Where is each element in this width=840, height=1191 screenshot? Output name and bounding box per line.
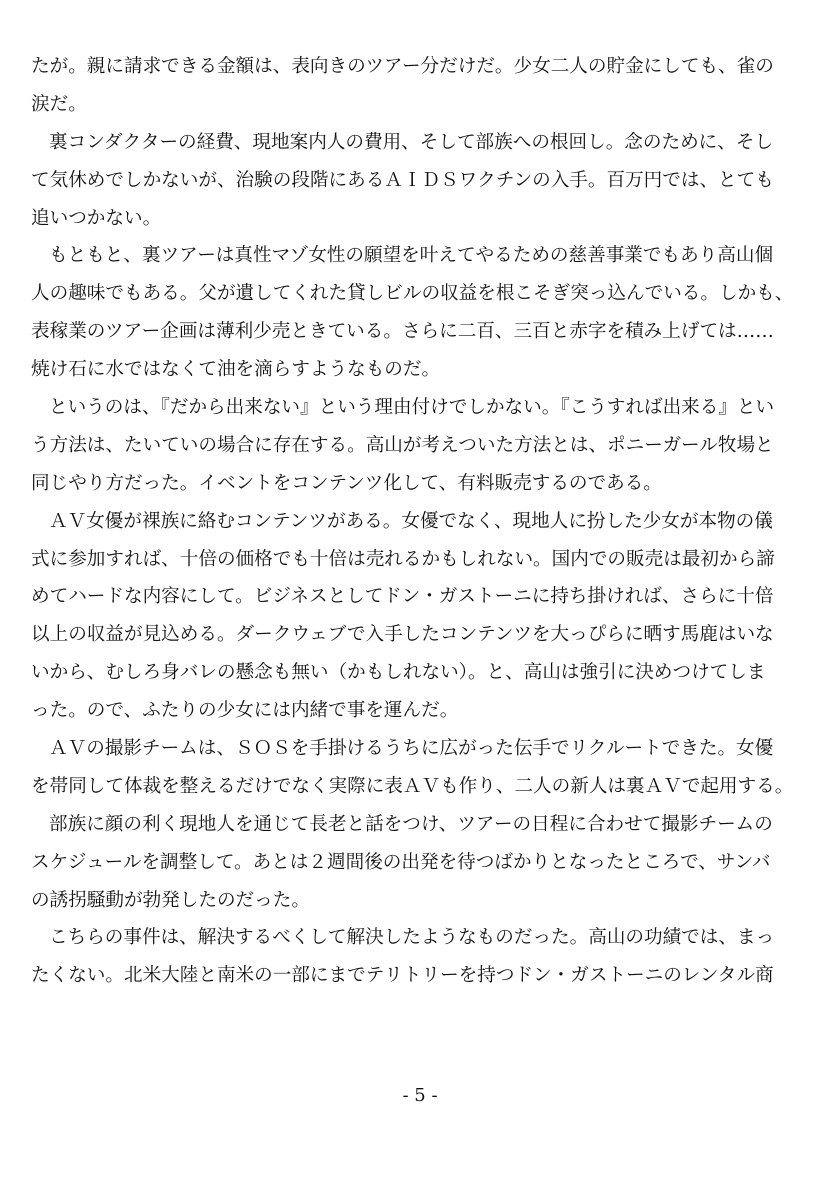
text-line: たが。親に請求できる金額は、表向きのツアー分だけだ。少女二人の貯金にしても、雀の [31, 56, 774, 77]
text-line: ＡＶ女優が裸族に絡むコンテンツがある。女優でなく、現地人に扮した少女が本物の儀 [49, 510, 773, 532]
text-line: う方法は、たいていの場合に存在する。高山が考えついた方法とは、ポニーガール牧場と [31, 434, 774, 456]
text-line: った。ので、ふたりの少女には内緒で事を運んだ。 [31, 700, 459, 722]
text-line: いから、むしろ身バレの懸念も無い（かもしれない）。と、高山は強引に決めつけてしま [31, 662, 766, 684]
page-number: - 5 - [402, 1085, 438, 1106]
text-line: こちらの事件は、解決するべくして解決したようなものだった。高山の功績では、まっ [49, 927, 775, 949]
text-line: て気休めでしかないが、治験の段階にあるＡＩＤＳワクチンの入手。百万円では、とても [31, 169, 774, 191]
text-line: 焼け石に水ではなくて油を滴らすようなものだ。 [31, 359, 441, 381]
text-line: 式に参加すれば、十倍の価格でも十倍は売れるかもしれない。国内での販売は最初から諦 [31, 548, 775, 570]
text-line: もともと、裏ツアーは真性マゾ女性の願望を叶えてやるための慈善事業でもあり高山個 [49, 245, 774, 267]
text-line: 表稼業のツアー企画は薄利少売ときている。さらに二百、三百と赤字を積み上げては…… [31, 321, 774, 343]
text-line: 裏コンダクターの経費、現地案内人の費用、そして部族への根回し。念のために、そし [49, 131, 774, 153]
text-line: の誘拐騒動が勃発したのだった。 [31, 889, 310, 911]
text-line: めてハードな内容にして。ビジネスとしてドン・ガストーニに持ち掛ければ、さらに十倍 [31, 586, 774, 608]
text-line: というのは、『だから出来ない』という理由付けでしかない。『こうすれば出来る』とい [49, 397, 775, 419]
text-line: たくない。北米大陸と南米の一部にまでテリトリーを持つドン・ガストーニのレンタル商 [31, 965, 774, 987]
text-line: 涙だ。 [31, 93, 87, 115]
text-line: 以上の収益が見込める。ダークウェブで入手したコンテンツを大っぴらに晒す馬鹿はいな [31, 624, 774, 646]
text-line: スケジュールを調整して。あとは２週間後の出発を待つばかりとなったところで、サンバ [31, 851, 771, 873]
text-line: 同じやり方だった。イベントをコンテンツ化して、有料販売するのである。 [31, 472, 662, 494]
text-line: 追いつかない。 [31, 207, 162, 229]
text-line: ＡＶの撮影チームは、ＳＯＳを手掛けるうちに広がった伝手でリクルートできた。女優 [49, 738, 774, 760]
text-line: 部族に顔の利く現地人を通じて長老と話をつけ、ツアーの日程に合わせて撮影チームの [49, 813, 773, 835]
text-line: 人の趣味でもある。父が遺してくれた貸しビルの収益を根こそぎ突っ込んでいる。しかも、 [31, 283, 794, 305]
page-body [31, 48, 821, 995]
text-line: を帯同して体裁を整えるだけでなく実際に表ＡＶも作り、二人の新人は裏ＡＶで起用する。 [31, 775, 794, 797]
